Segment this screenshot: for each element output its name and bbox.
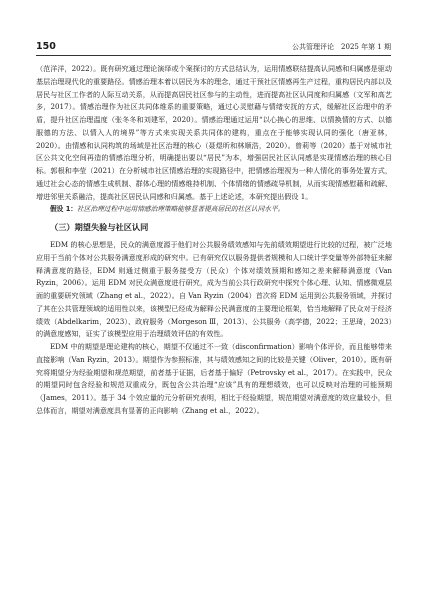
paragraph-continued: （范洋洋，2022）。既有研究通过理论演绎或个案探讨的方式总结认为，运用情感联结提高认同感和归属感是驱动基层治理现代化的重要路径。情感治理本着以居民为本的理念，通过干预社区情感再生产过程，重构居民内部以及居民与社区工作者的人际互动关系，从而提高居民社区参与的主动性，进而提高社区认同度和归属感（文军和高艺多，2017）。情感治理作为社区共同体维系的重要策略，通过心灵慰藉与情绪安抚的方式，缓解社区治理中的矛盾，提升社区治理温度（张冬冬和刘建军，2020）。情感治理通过运用“以心换心的思维、以情换情的方式、以德服德的方法、以情入人的境界”等方式来实现关系共同体的建构，重点在于能够实现认同的强化（唐亚林，2020）。由情感和认同构筑的场域是社区治理的核心（聂煜昕和林顺浩，2020）。曾莉等（2020）基于对城市社区公共文化空间再造的情感治理分析，明确提出要以“居民”为本，增强居民社区认同感是实现情感治理的核心目标。郭根和李莹（2021）在分析城市社区情感治理的实现路径中，把情感治理视为一种人情化的事务处置方式，通过社会心态的情感生成机制、群体心理的情感维持机制、个体情绪的情感疏导机制，从而实现情感慰藉和疏解、增进邻里关系融洽，提高社区居民认同感和归属感。基于上述论述，本研究提出假设 1。 — [36, 64, 392, 201]
paragraph: EDM 的核心思想是，民众的满意度源于他们对公共服务绩效感知与先前绩效期望进行比较的过程，被广泛地应用于当前个体对公共服务满意度形成的研究中。已有研究仅以服务提供者规模和人口统计学变量等外部特征来解释满意度的路径，EDM 则通过侧重于服务接受方（民众）个体对绩效预期和感知之差来解释满意度（Van Ryzin，2006）。运用 EDM 对民众满意度进行研究，成为当前公共行政研究中探究个体心理、认知、情感微观层面的重要研究领域（Zhang et al.，2022）。自 Van Ryzin（2004）首次将 EDM 运用到公共服务领域，并探讨了其在公共管理领域的适用性以来，该模型已经成为解释公民满意度的主要理论框架，恰当地解释了民众对于经济绩效（Abdelkarim，2023）、政府服务（Morgeson Ⅲ，2013）、公共服务（高学德，2022；王思琦，2023）的满意度感知，证实了该模型应用于治理绩效评估的有效性。 — [36, 240, 392, 339]
section-heading: （三）期望失验与社区认同 — [50, 222, 149, 232]
hypothesis-1 — [36, 203, 392, 216]
hypothesis-label: 假设 1： — [50, 205, 78, 214]
paragraph: EDM 中的期望是理论建构的核心，期望不仅通过不一致（disconfirmation）影响个体评价，而且能够带来直接影响（Van Ryzin，2013）。期望作为参照标准，其与绩效感知之间的比较是关键（Oliver，2010）。既有研究将期望分为经验期望和规范期望，前者基于证据，后者基于偏好（Petrovsky et al.，2017）。在实践中，民众的期望同时包含经验和规范双重成分，既包含公共治理“应该”具有的理想绩效，也可以反映对治理的可能预期（James，2011）。基于 34 个效应量的元分析研究表明，相比于经验期望，规范期望对满意度的效应量较小，但总体而言，期望对满意度具有显著的正向影响（Zhang et al.，2022）。 — [36, 342, 392, 415]
page-number: 150 — [36, 41, 56, 52]
journal-title: 公共管理评论 2025 年第 1 期 — [292, 43, 391, 51]
article-body — [36, 63, 392, 418]
hypothesis-text: 社区治理过程中运用情感治理策略能够显著提高居民的社区认同水平。 — [77, 205, 285, 214]
header-rule — [36, 55, 391, 56]
running-header — [36, 38, 391, 52]
